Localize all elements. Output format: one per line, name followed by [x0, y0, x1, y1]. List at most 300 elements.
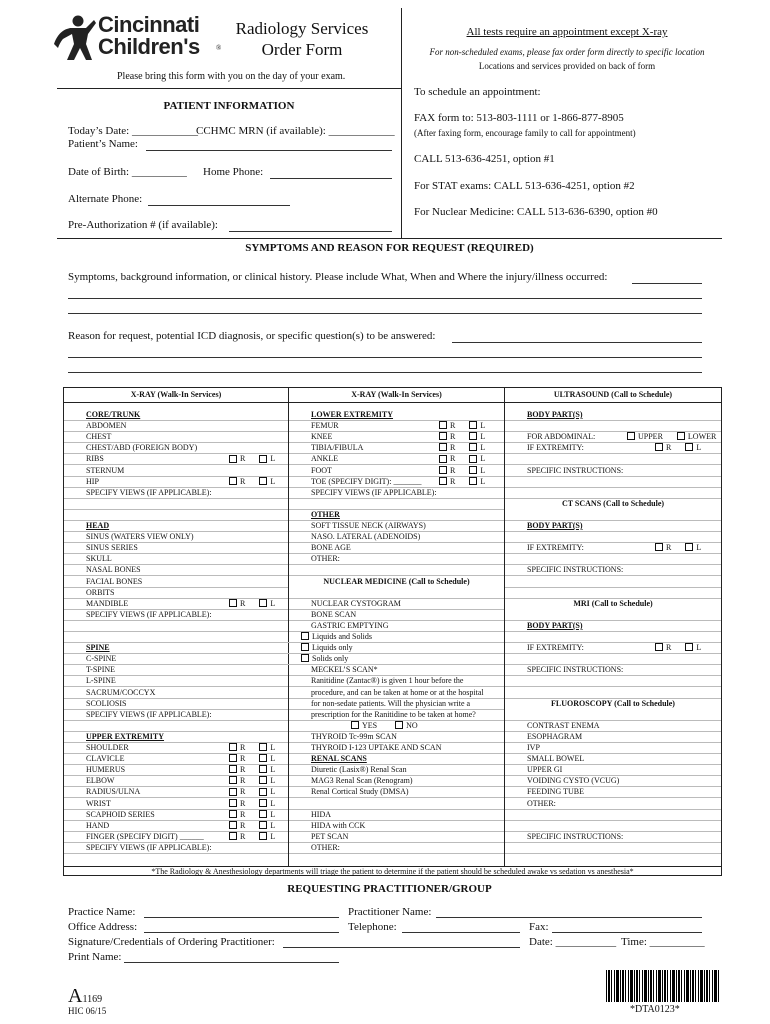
- grid-row: [301, 643, 504, 654]
- left-checkbox[interactable]: [469, 477, 477, 485]
- grid-row: [311, 588, 504, 599]
- reason-line[interactable]: [68, 372, 702, 373]
- todays-date-field[interactable]: Today’s Date: ____________: [68, 125, 198, 137]
- xray1-header: X-RAY (Walk-In Services): [130, 390, 222, 399]
- item-label: BONE AGE: [311, 543, 351, 553]
- right-label: R: [240, 831, 246, 841]
- item-label: NASO. LATERAL (ADENOIDS): [311, 532, 421, 542]
- item-label: Diuretic (Lasix®) Renal Scan: [311, 765, 407, 775]
- logo-line2: Children's: [98, 34, 200, 59]
- item-label: SPECIFIC INSTRUCTIONS:: [527, 565, 624, 575]
- item-label: BONE SCAN: [311, 609, 357, 619]
- left-label: L: [270, 831, 276, 841]
- grid-row: [311, 610, 504, 621]
- grid-row: [527, 776, 721, 787]
- item-label: TIBIA/FIBULA: [311, 443, 364, 453]
- right-checkbox[interactable]: [229, 799, 237, 807]
- practice-name-field[interactable]: [144, 917, 339, 918]
- lower-label: LOWER: [687, 432, 717, 442]
- grid-row: [311, 554, 504, 565]
- grid-row: [527, 676, 721, 687]
- right-label: R: [450, 432, 456, 442]
- left-label: L: [270, 820, 276, 830]
- side-selector: [229, 787, 275, 797]
- grid-row: [527, 421, 721, 432]
- item-label: Solids only: [312, 654, 349, 664]
- side-selector: [229, 599, 275, 609]
- dob-field[interactable]: Date of Birth: __________: [68, 166, 187, 178]
- item-label: ESOPHAGRAM: [527, 731, 583, 741]
- grid-row: [311, 510, 504, 521]
- left-checkbox[interactable]: [259, 776, 267, 784]
- side-selector: [229, 765, 275, 775]
- alt-phone-field[interactable]: [148, 205, 290, 206]
- item-label: THYROID I-123 UPTAKE AND SCAN: [311, 743, 442, 752]
- subsection-title: SPINE: [86, 643, 110, 653]
- item-label: UPPER GI: [527, 765, 563, 775]
- left-checkbox[interactable]: [469, 455, 477, 463]
- reason-label: Reason for request, potential ICD diagnosis, or specific question(s) to be answered:: [68, 330, 436, 342]
- office-address-field[interactable]: [144, 932, 339, 933]
- grid-row: [311, 532, 504, 543]
- left-checkbox[interactable]: [259, 455, 267, 463]
- right-checkbox[interactable]: [655, 543, 663, 551]
- subsection-title: OTHER: [311, 509, 340, 519]
- grid-row: [311, 699, 504, 710]
- side-selector: [229, 743, 275, 753]
- grid-row: [527, 443, 721, 454]
- grid-row: [527, 787, 721, 798]
- side-selector: [439, 477, 485, 487]
- item-label: IF EXTREMITY:: [527, 643, 584, 653]
- item-label: ELBOW: [86, 776, 115, 786]
- item-label: IVP: [527, 743, 540, 752]
- grid-row: [86, 821, 288, 832]
- grid-row: [86, 588, 288, 599]
- row-divider: [289, 853, 504, 854]
- left-label: L: [480, 432, 486, 442]
- right-checkbox[interactable]: [229, 754, 237, 762]
- grid-row: [86, 654, 288, 665]
- left-label: L: [696, 543, 702, 553]
- form-code: [68, 985, 102, 1008]
- appointment-note: All tests require an appointment except X-ray: [466, 26, 668, 38]
- right-checkbox[interactable]: [229, 765, 237, 773]
- grid-row: [86, 599, 288, 610]
- grid-row: [527, 510, 721, 521]
- right-checkbox[interactable]: [229, 455, 237, 463]
- side-selector: [439, 432, 485, 442]
- signature-field[interactable]: [283, 947, 520, 948]
- grid-row: [86, 765, 288, 776]
- right-checkbox[interactable]: [229, 776, 237, 784]
- form-title-line1: Radiology Services: [235, 19, 369, 38]
- alt-phone-label: Alternate Phone:: [68, 193, 143, 205]
- right-checkbox[interactable]: [439, 455, 447, 463]
- item-label: NASAL BONES: [86, 565, 141, 575]
- item-label: CONTRAST ENEMA: [527, 720, 600, 730]
- grid-row: [86, 810, 288, 821]
- grid-row: [86, 410, 288, 421]
- left-label: L: [270, 765, 276, 775]
- item-label: SKULL: [86, 554, 112, 564]
- left-checkbox[interactable]: [469, 466, 477, 474]
- bring-form-note: Please bring this form with you on the day of your exam.: [117, 71, 346, 82]
- item-label: RADIUS/ULNA: [86, 787, 141, 797]
- item-label: OTHER:: [527, 798, 556, 808]
- telephone-label: Telephone:: [348, 921, 397, 933]
- right-checkbox[interactable]: [439, 443, 447, 451]
- grid-row: [527, 565, 721, 576]
- left-label: L: [270, 476, 276, 486]
- grid-row: [86, 466, 288, 477]
- grid-row: [86, 532, 288, 543]
- right-checkbox[interactable]: [655, 643, 663, 651]
- item-label: FOR ABDOMINAL:: [527, 432, 596, 442]
- grid-row: [527, 832, 721, 843]
- right-label: R: [240, 820, 246, 830]
- grid-row: [311, 799, 504, 810]
- item-label: L-SPINE: [86, 676, 116, 686]
- right-checkbox[interactable]: [229, 788, 237, 796]
- side-selector: [655, 543, 701, 553]
- grid-row: [527, 610, 721, 621]
- grid-row: [311, 543, 504, 554]
- grid-row: [86, 776, 288, 787]
- item-label: Ranitidine (Zantac®) is given 1 hour before the: [311, 676, 464, 686]
- grid-row: [311, 599, 504, 610]
- symptoms-header: SYMPTOMS AND REASON FOR REQUEST (REQUIRED): [245, 242, 534, 254]
- grid-row: [311, 743, 504, 754]
- practice-name-label: Practice Name:: [68, 906, 136, 918]
- grid-row: [311, 754, 504, 765]
- grid-row: [527, 632, 721, 643]
- side-selector: [439, 466, 485, 476]
- item-label: OTHER:: [311, 842, 340, 852]
- item-label: RIBS: [86, 454, 104, 464]
- item-label: NUCLEAR MEDICINE (Call to Schedule): [323, 576, 470, 586]
- left-checkbox[interactable]: [469, 432, 477, 440]
- cincinnati-childrens-logo: [52, 14, 222, 64]
- grid-row: [527, 554, 721, 565]
- home-phone-field[interactable]: [270, 178, 392, 179]
- practitioner-header: REQUESTING PRACTITIONER/GROUP: [287, 883, 492, 895]
- item-label: MECKEL’S SCAN*: [311, 665, 378, 675]
- upper-label: UPPER: [638, 432, 663, 442]
- item-label: CHEST/ABD (FOREIGN BODY): [86, 443, 198, 453]
- left-checkbox[interactable]: [469, 421, 477, 429]
- item-label: procedure, and can be taken at home or at the hospital: [311, 687, 484, 697]
- grid-row: [527, 821, 721, 832]
- form-code-letter: A: [68, 985, 83, 1007]
- locations-note: Locations and services provided on back of form: [478, 61, 656, 71]
- item-label: FOOT: [311, 465, 332, 475]
- form-title: [222, 18, 382, 60]
- item-label: FEMUR: [311, 421, 339, 431]
- left-checkbox[interactable]: [469, 443, 477, 451]
- right-checkbox[interactable]: [439, 432, 447, 440]
- item-label: SPECIFY VIEWS (IF APPLICABLE):: [311, 487, 437, 497]
- right-checkbox[interactable]: [229, 810, 237, 818]
- grid-row: [527, 588, 721, 599]
- date-field[interactable]: Date: ___________: [529, 936, 617, 948]
- grid-row: [86, 732, 288, 743]
- left-checkbox[interactable]: [259, 788, 267, 796]
- left-checkbox[interactable]: [685, 643, 693, 651]
- right-label: R: [240, 765, 246, 775]
- grid-row: [86, 577, 288, 588]
- grid-row: [311, 454, 504, 465]
- grid-row: [527, 432, 721, 443]
- symptoms-line[interactable]: [68, 313, 702, 314]
- subsection-title: UPPER EXTREMITY: [86, 731, 165, 741]
- grid-row: [86, 488, 288, 499]
- item-label: SHOULDER: [86, 743, 129, 752]
- option-checkbox[interactable]: [301, 643, 309, 651]
- item-label: OTHER:: [311, 554, 340, 564]
- right-label: R: [666, 443, 672, 453]
- grid-row: [311, 477, 504, 488]
- grid-row: [527, 577, 721, 588]
- left-checkbox[interactable]: [685, 543, 693, 551]
- item-label: SPECIFIC INSTRUCTIONS:: [527, 465, 624, 475]
- item-label: HAND: [86, 820, 110, 830]
- item-label: PET SCAN: [311, 831, 349, 841]
- call-line: CALL 513-636-4251, option #1: [414, 153, 555, 165]
- grid-row: [311, 832, 504, 843]
- subsection-title: BODY PART(S): [527, 410, 583, 419]
- left-checkbox[interactable]: [259, 599, 267, 607]
- item-label: SPECIFY VIEWS (IF APPLICABLE):: [86, 842, 212, 852]
- item-label: T-SPINE: [86, 665, 116, 675]
- right-label: R: [240, 798, 246, 808]
- grid-row: [86, 477, 288, 488]
- subsection-title: RENAL SCANS: [311, 754, 367, 764]
- fax-note: For non-scheduled exams, please fax order form directly to specific location: [429, 47, 705, 57]
- subsection-title: LOWER EXTREMITY: [311, 410, 394, 419]
- left-checkbox[interactable]: [259, 810, 267, 818]
- section-header: [505, 499, 721, 510]
- grid-row: [527, 688, 721, 699]
- item-label: SPECIFIC INSTRUCTIONS:: [527, 665, 624, 675]
- item-label: Liquids only: [312, 643, 353, 653]
- section-header: [289, 577, 504, 588]
- fax-line: FAX form to: 513-803-1111 or 1-866-877-8905: [414, 112, 624, 124]
- grid-row: [311, 466, 504, 477]
- side-selector: [439, 421, 485, 431]
- left-label: L: [270, 798, 276, 808]
- yes-checkbox[interactable]: [351, 721, 359, 729]
- right-label: R: [240, 598, 246, 608]
- grid-row: [527, 532, 721, 543]
- item-label: HUMERUS: [86, 765, 126, 775]
- grid-row: [527, 843, 721, 854]
- right-checkbox[interactable]: [655, 443, 663, 451]
- side-selector: [229, 477, 275, 487]
- grid-row: [86, 799, 288, 810]
- grid-row: [86, 543, 288, 554]
- left-label: L: [270, 454, 276, 464]
- stat-line: For STAT exams: CALL 513-636-4251, option #2: [414, 180, 635, 192]
- grid-row: [311, 810, 504, 821]
- right-checkbox[interactable]: [439, 466, 447, 474]
- grid-row: [86, 421, 288, 432]
- item-label: SCOLIOSIS: [86, 698, 127, 708]
- grid-row: [311, 421, 504, 432]
- right-label: R: [450, 476, 456, 486]
- right-checkbox[interactable]: [439, 421, 447, 429]
- practitioner-name-label: Practitioner Name:: [348, 906, 432, 918]
- grid-row: [301, 632, 504, 643]
- left-checkbox[interactable]: [259, 765, 267, 773]
- side-selector: [229, 776, 275, 786]
- grid-row: [527, 477, 721, 488]
- preauth-field[interactable]: [229, 231, 392, 232]
- right-checkbox[interactable]: [229, 477, 237, 485]
- reason-line[interactable]: [68, 357, 702, 358]
- grid-row: [86, 721, 288, 732]
- item-label: CHEST: [86, 432, 112, 442]
- print-name-field[interactable]: [124, 962, 339, 963]
- yes-no-options: [351, 721, 418, 731]
- left-label: L: [270, 754, 276, 764]
- time-field[interactable]: Time: __________: [621, 936, 705, 948]
- item-label: SCAPHOID SERIES: [86, 809, 155, 819]
- grid-row: [527, 521, 721, 532]
- subsection-title: BODY PART(S): [527, 521, 583, 530]
- form-code-number: 1169: [82, 994, 103, 1005]
- option-checkbox[interactable]: [301, 654, 309, 662]
- grid-row: [527, 710, 721, 721]
- left-label: L: [480, 476, 486, 486]
- grid-row: [311, 665, 504, 676]
- grid-row: [527, 743, 721, 754]
- preauth-label: Pre-Authorization # (if available):: [68, 219, 218, 231]
- left-checkbox[interactable]: [259, 477, 267, 485]
- logo-registered: ®: [216, 44, 222, 52]
- item-label: SMALL BOWEL: [527, 754, 585, 764]
- right-checkbox[interactable]: [229, 821, 237, 829]
- grid-row: [311, 499, 504, 510]
- grid-row: [86, 610, 288, 621]
- grid-row: [86, 688, 288, 699]
- grid-row: [311, 765, 504, 776]
- grid-row: [311, 710, 504, 721]
- telephone-field[interactable]: [402, 932, 520, 933]
- grid-row: [86, 432, 288, 443]
- left-label: L: [270, 598, 276, 608]
- item-label: FACIAL BONES: [86, 576, 143, 586]
- right-checkbox[interactable]: [229, 599, 237, 607]
- grid-row: [311, 488, 504, 499]
- grid-row: [527, 721, 721, 732]
- right-label: R: [450, 465, 456, 475]
- grid-row: [86, 554, 288, 565]
- item-label: VOIDING CYSTO (VCUG): [527, 776, 620, 786]
- grid-row: [86, 499, 288, 510]
- home-phone-label: Home Phone:: [203, 166, 264, 178]
- mrn-field[interactable]: CCHMC MRN (if available): ____________: [196, 125, 395, 137]
- left-checkbox[interactable]: [259, 754, 267, 762]
- item-label: FLUOROSCOPY (Call to Schedule): [551, 698, 675, 708]
- item-label: ABDOMEN: [86, 421, 127, 431]
- grid-row: [86, 632, 288, 643]
- item-label: SACRUM/COCCYX: [86, 687, 156, 697]
- grid-row: [311, 676, 504, 687]
- subsection-title: HEAD: [86, 521, 110, 530]
- right-label: R: [240, 743, 246, 752]
- office-address-label: Office Address:: [68, 921, 138, 933]
- item-label: HIP: [86, 476, 99, 486]
- grid-row: [86, 443, 288, 454]
- grid-row: [86, 676, 288, 687]
- no-label: NO: [406, 720, 418, 730]
- grid-row: [86, 521, 288, 532]
- symptoms-line[interactable]: [68, 298, 702, 299]
- patient-name-field[interactable]: [146, 150, 392, 151]
- grid-row: [86, 665, 288, 676]
- grid-row: [311, 688, 504, 699]
- right-checkbox[interactable]: [229, 832, 237, 840]
- item-label: CT SCANS (Call to Schedule): [561, 498, 665, 508]
- grid-row: [86, 843, 288, 854]
- left-checkbox[interactable]: [259, 799, 267, 807]
- side-selector: [229, 832, 275, 842]
- left-checkbox[interactable]: [685, 443, 693, 451]
- side-selector: [655, 643, 701, 653]
- item-label: HIDA with CCK: [311, 820, 366, 830]
- option-checkbox[interactable]: [301, 632, 309, 640]
- right-checkbox[interactable]: [229, 743, 237, 751]
- left-checkbox[interactable]: [259, 743, 267, 751]
- item-label: MANDIBLE: [86, 598, 129, 608]
- grid-row: [86, 743, 288, 754]
- no-checkbox[interactable]: [395, 721, 403, 729]
- fax-field[interactable]: [552, 932, 702, 933]
- grid-row: [311, 443, 504, 454]
- print-name-label: Print Name:: [68, 951, 122, 963]
- grid-row: [527, 454, 721, 465]
- grid-row: [527, 654, 721, 665]
- nuclear-line: For Nuclear Medicine: CALL 513-636-6390, option #0: [414, 206, 658, 218]
- side-selector: [439, 443, 485, 453]
- practitioner-name-field[interactable]: [436, 917, 702, 918]
- upper-checkbox[interactable]: [627, 432, 635, 440]
- left-label: L: [270, 743, 276, 752]
- left-label: L: [696, 443, 702, 453]
- fax-label: Fax:: [529, 921, 549, 933]
- side-selector: [229, 454, 275, 464]
- right-checkbox[interactable]: [439, 477, 447, 485]
- item-label: SOFT TISSUE NECK (AIRWAYS): [311, 521, 426, 530]
- grid-row: [311, 821, 504, 832]
- symptoms-label: Symptoms, background information, or clinical history. Please include What, When and Where the injury/illness occurred:: [68, 271, 608, 283]
- lower-checkbox[interactable]: [677, 432, 685, 440]
- left-label: L: [480, 443, 486, 453]
- grid-row: [86, 621, 288, 632]
- grid-row: [311, 432, 504, 443]
- grid-row: [527, 410, 721, 421]
- subsection-title: BODY PART(S): [527, 620, 583, 630]
- right-label: R: [240, 476, 246, 486]
- item-label: THYROID Tc-99m SCAN: [311, 731, 397, 741]
- left-checkbox[interactable]: [259, 832, 267, 840]
- grid-row: [311, 776, 504, 787]
- abdominal-selector: [627, 432, 716, 442]
- item-label: WRIST: [86, 798, 111, 808]
- left-checkbox[interactable]: [259, 821, 267, 829]
- order-grid: [63, 387, 722, 876]
